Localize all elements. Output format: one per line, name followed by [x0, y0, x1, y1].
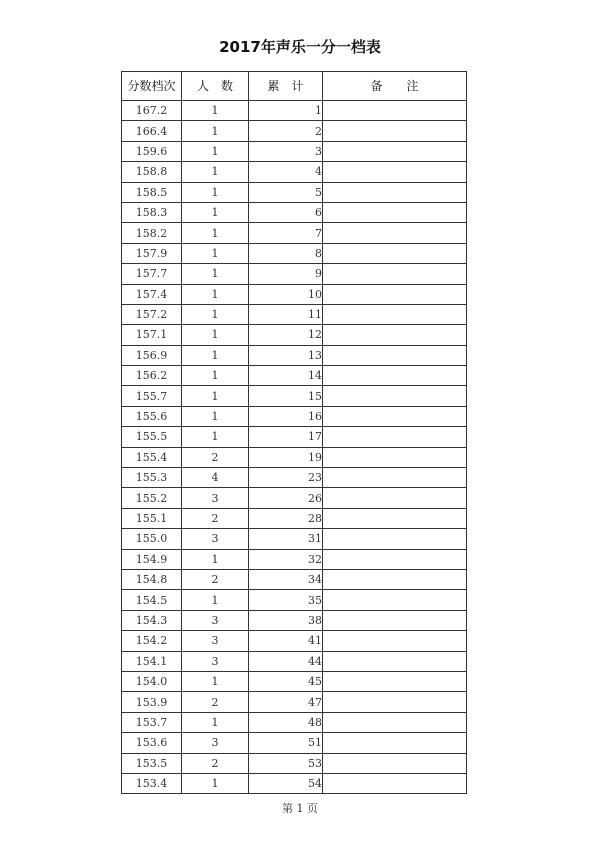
note-cell [323, 243, 467, 263]
cumulative-cell: 48 [249, 712, 323, 732]
count-cell: 3 [182, 529, 249, 549]
note-cell [323, 529, 467, 549]
note-cell [323, 162, 467, 182]
score-cell: 166.4 [122, 121, 182, 141]
count-cell: 1 [182, 284, 249, 304]
cumulative-cell: 13 [249, 345, 323, 365]
note-cell [323, 264, 467, 284]
cumulative-cell: 23 [249, 468, 323, 488]
table-row [122, 753, 467, 773]
table-row [122, 386, 467, 406]
count-cell: 3 [182, 651, 249, 671]
count-cell: 1 [182, 304, 249, 324]
table-row [122, 345, 467, 365]
score-cell: 157.4 [122, 284, 182, 304]
count-cell: 3 [182, 488, 249, 508]
table-row [122, 733, 467, 753]
note-cell [323, 773, 467, 793]
score-cell: 154.8 [122, 569, 182, 589]
cumulative-cell: 5 [249, 182, 323, 202]
count-cell: 1 [182, 345, 249, 365]
note-cell [323, 569, 467, 589]
cumulative-cell: 15 [249, 386, 323, 406]
table-row [122, 569, 467, 589]
count-cell: 1 [182, 773, 249, 793]
cumulative-cell: 9 [249, 264, 323, 284]
cumulative-cell: 38 [249, 610, 323, 630]
score-cell: 155.6 [122, 406, 182, 426]
score-cell: 155.3 [122, 468, 182, 488]
count-cell: 4 [182, 468, 249, 488]
score-cell: 155.1 [122, 508, 182, 528]
note-cell [323, 386, 467, 406]
cumulative-cell: 53 [249, 753, 323, 773]
score-cell: 154.3 [122, 610, 182, 630]
score-cell: 153.5 [122, 753, 182, 773]
score-cell: 154.1 [122, 651, 182, 671]
table-row [122, 671, 467, 691]
cumulative-cell: 51 [249, 733, 323, 753]
cumulative-cell: 32 [249, 549, 323, 569]
table-row [122, 264, 467, 284]
table-row [122, 488, 467, 508]
count-cell: 1 [182, 406, 249, 426]
table-row [122, 325, 467, 345]
note-cell [323, 366, 467, 386]
score-distribution-table [121, 71, 467, 794]
count-cell: 1 [182, 590, 249, 610]
count-cell: 2 [182, 692, 249, 712]
count-cell: 1 [182, 549, 249, 569]
count-cell: 1 [182, 366, 249, 386]
cumulative-cell: 4 [249, 162, 323, 182]
cumulative-cell: 19 [249, 447, 323, 467]
note-cell [323, 427, 467, 447]
count-cell: 3 [182, 733, 249, 753]
score-cell: 153.9 [122, 692, 182, 712]
note-cell [323, 202, 467, 222]
cumulative-cell: 47 [249, 692, 323, 712]
table-row [122, 508, 467, 528]
score-cell: 158.5 [122, 182, 182, 202]
table-row [122, 468, 467, 488]
note-cell [323, 610, 467, 630]
count-cell: 1 [182, 671, 249, 691]
count-cell: 1 [182, 101, 249, 121]
table-row [122, 243, 467, 263]
header-count: 人 数 [182, 72, 249, 101]
cumulative-cell: 35 [249, 590, 323, 610]
score-cell: 155.5 [122, 427, 182, 447]
cumulative-cell: 31 [249, 529, 323, 549]
note-cell [323, 712, 467, 732]
table-row [122, 712, 467, 732]
cumulative-cell: 12 [249, 325, 323, 345]
cumulative-cell: 17 [249, 427, 323, 447]
table-row [122, 223, 467, 243]
score-cell: 157.2 [122, 304, 182, 324]
table-row [122, 692, 467, 712]
cumulative-cell: 11 [249, 304, 323, 324]
cumulative-cell: 3 [249, 141, 323, 161]
note-cell [323, 468, 467, 488]
count-cell: 1 [182, 264, 249, 284]
cumulative-cell: 44 [249, 651, 323, 671]
count-cell: 1 [182, 162, 249, 182]
score-cell: 167.2 [122, 101, 182, 121]
cumulative-cell: 1 [249, 101, 323, 121]
note-cell [323, 671, 467, 691]
count-cell: 2 [182, 508, 249, 528]
score-cell: 153.4 [122, 773, 182, 793]
note-cell [323, 488, 467, 508]
table-row [122, 549, 467, 569]
cumulative-cell: 45 [249, 671, 323, 691]
score-cell: 158.2 [122, 223, 182, 243]
score-cell: 157.9 [122, 243, 182, 263]
score-cell: 155.7 [122, 386, 182, 406]
cumulative-cell: 14 [249, 366, 323, 386]
score-cell: 154.2 [122, 631, 182, 651]
score-cell: 158.3 [122, 202, 182, 222]
note-cell [323, 223, 467, 243]
score-cell: 155.4 [122, 447, 182, 467]
score-cell: 154.5 [122, 590, 182, 610]
note-cell [323, 733, 467, 753]
count-cell: 1 [182, 712, 249, 732]
cumulative-cell: 10 [249, 284, 323, 304]
count-cell: 2 [182, 569, 249, 589]
note-cell [323, 692, 467, 712]
score-cell: 157.1 [122, 325, 182, 345]
note-cell [323, 304, 467, 324]
cumulative-cell: 7 [249, 223, 323, 243]
page-number: 第 1 页 [282, 802, 318, 815]
note-cell [323, 631, 467, 651]
note-cell [323, 141, 467, 161]
note-cell [323, 549, 467, 569]
cumulative-cell: 26 [249, 488, 323, 508]
note-cell [323, 325, 467, 345]
count-cell: 3 [182, 631, 249, 651]
score-cell: 156.2 [122, 366, 182, 386]
cumulative-cell: 54 [249, 773, 323, 793]
score-cell: 156.9 [122, 345, 182, 365]
score-cell: 155.0 [122, 529, 182, 549]
cumulative-cell: 8 [249, 243, 323, 263]
count-cell: 1 [182, 427, 249, 447]
count-cell: 1 [182, 386, 249, 406]
note-cell [323, 447, 467, 467]
cumulative-cell: 28 [249, 508, 323, 528]
header-score: 分数档次 [122, 72, 182, 101]
count-cell: 2 [182, 753, 249, 773]
note-cell [323, 121, 467, 141]
table-row [122, 366, 467, 386]
note-cell [323, 508, 467, 528]
table-row [122, 447, 467, 467]
note-cell [323, 651, 467, 671]
count-cell: 1 [182, 223, 249, 243]
score-cell: 157.7 [122, 264, 182, 284]
score-cell: 153.6 [122, 733, 182, 753]
note-cell [323, 590, 467, 610]
count-cell: 3 [182, 610, 249, 630]
score-cell: 154.9 [122, 549, 182, 569]
score-cell: 158.8 [122, 162, 182, 182]
page-title: 2017年声乐一分一档表 [219, 38, 381, 56]
count-cell: 2 [182, 447, 249, 467]
table-row [122, 202, 467, 222]
table-body [122, 101, 467, 794]
count-cell: 1 [182, 325, 249, 345]
header-note: 备 注 [323, 72, 467, 101]
table-header-row [122, 72, 467, 101]
table-row [122, 304, 467, 324]
note-cell [323, 345, 467, 365]
table-row [122, 529, 467, 549]
table-row [122, 773, 467, 793]
table-row [122, 182, 467, 202]
header-cumulative: 累 计 [249, 72, 323, 101]
count-cell: 1 [182, 141, 249, 161]
cumulative-cell: 41 [249, 631, 323, 651]
count-cell: 1 [182, 121, 249, 141]
note-cell [323, 101, 467, 121]
note-cell [323, 406, 467, 426]
table-row [122, 610, 467, 630]
note-cell [323, 284, 467, 304]
table-row [122, 590, 467, 610]
count-cell: 1 [182, 243, 249, 263]
table-row [122, 284, 467, 304]
note-cell [323, 753, 467, 773]
cumulative-cell: 16 [249, 406, 323, 426]
score-cell: 154.0 [122, 671, 182, 691]
count-cell: 1 [182, 202, 249, 222]
table-row [122, 141, 467, 161]
table-row [122, 406, 467, 426]
note-cell [323, 182, 467, 202]
table-row [122, 631, 467, 651]
table-row [122, 651, 467, 671]
score-cell: 153.7 [122, 712, 182, 732]
table-row [122, 427, 467, 447]
table-row [122, 121, 467, 141]
cumulative-cell: 34 [249, 569, 323, 589]
score-cell: 155.2 [122, 488, 182, 508]
score-cell: 159.6 [122, 141, 182, 161]
count-cell: 1 [182, 182, 249, 202]
cumulative-cell: 6 [249, 202, 323, 222]
table-row [122, 101, 467, 121]
table-row [122, 162, 467, 182]
cumulative-cell: 2 [249, 121, 323, 141]
